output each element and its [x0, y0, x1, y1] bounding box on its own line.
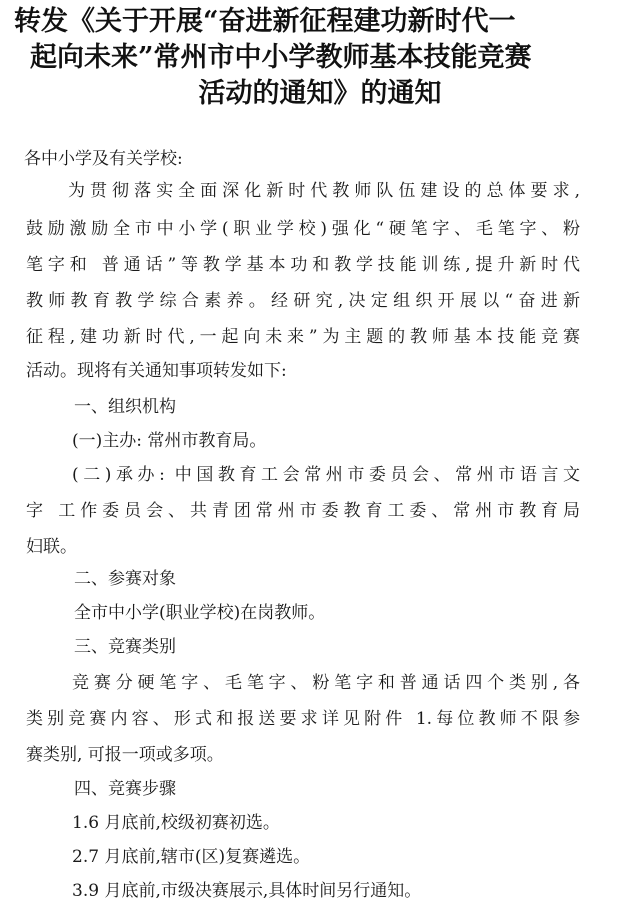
section-text-line: 赛类别, 可报一项或多项。: [26, 745, 224, 765]
step-item: 2.7 月底前,辖市(区)复赛遴选。: [72, 847, 311, 867]
section-heading: 三、竞赛类别: [74, 637, 176, 657]
section-text-line: 类别竞赛内容、形式和报送要求详见附件 1.每位教师不限参: [26, 709, 580, 729]
title-line: 活动的通知》的通知: [198, 78, 442, 109]
title-line: 起向未来”常州市中小学教师基本技能竞赛: [30, 42, 532, 73]
section-heading: 四、竞赛步骤: [74, 779, 176, 799]
intro-line: 鼓励激励全市中小学(职业学校)强化“硬笔字、毛笔字、粉: [26, 219, 580, 239]
intro-line: 活动。现将有关通知事项转发如下:: [26, 361, 287, 381]
section-text: 全市中小学(职业学校)在岗教师。: [74, 603, 326, 623]
salutation: 各中小学及有关学校:: [24, 149, 183, 169]
section-item-line: 字 工作委员会、共青团常州市委教育工委、常州市教育局: [26, 501, 580, 521]
step-item: 3.9 月底前,市级决赛展示,具体时间另行通知。: [72, 881, 422, 901]
intro-line: 教师教育教学综合素养。经研究,决定组织开展以“奋进新: [26, 291, 580, 311]
document-title: [0, 4, 620, 112]
section-item-line: 妇联。: [26, 537, 77, 557]
section-heading: 一、组织机构: [74, 397, 176, 417]
intro-line: 为贯彻落实全面深化新时代教师队伍建设的总体要求,: [68, 181, 580, 201]
title-line: 转发《关于开展“奋进新征程建功新时代一: [14, 6, 516, 37]
intro-line: 笔字和 普通话”等教学基本功和教学技能训练,提升新时代: [26, 255, 580, 275]
section-item: (一)主办: 常州市教育局。: [72, 431, 267, 451]
section-item-line: (二)承办: 中国教育工会常州市委员会、常州市语言文: [72, 465, 580, 485]
intro-line: 征程,建功新时代,一起向未来”为主题的教师基本技能竞赛: [26, 327, 580, 347]
section-heading: 二、参赛对象: [74, 569, 176, 589]
step-item: 1.6 月底前,校级初赛初选。: [72, 813, 280, 833]
section-text-line: 竞赛分硬笔字、毛笔字、粉笔字和普通话四个类别,各: [72, 673, 580, 693]
